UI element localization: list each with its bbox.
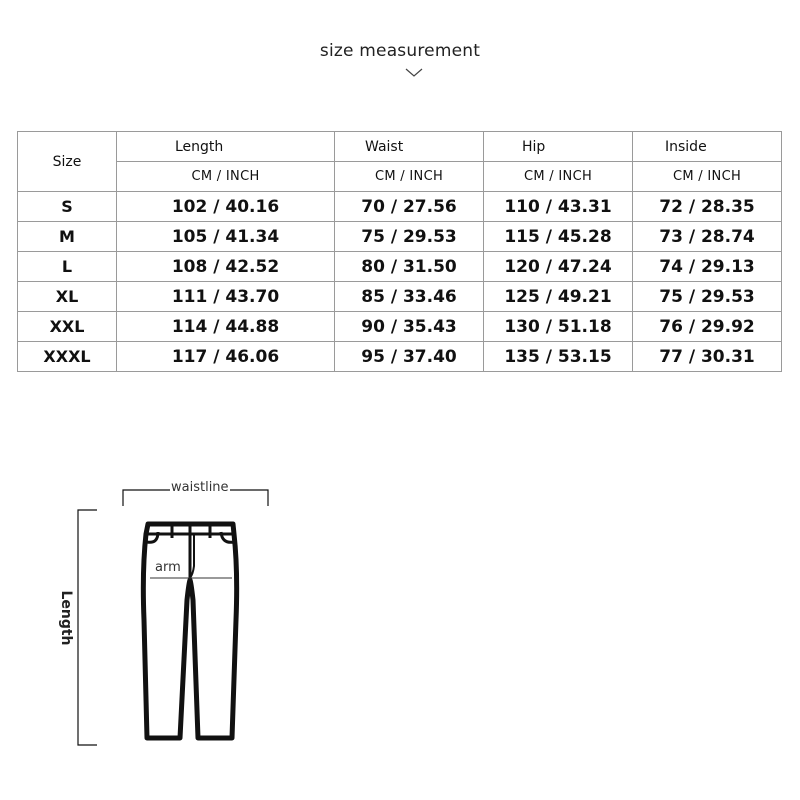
length-cell: 117 / 46.06 — [117, 342, 335, 372]
unit-label: CM / INCH — [633, 162, 782, 192]
size-cell: M — [18, 222, 117, 252]
inside-cell: 74 / 29.13 — [633, 252, 782, 282]
waist-cell: 90 / 35.43 — [335, 312, 484, 342]
table-row — [18, 282, 782, 312]
length-label: Length — [58, 590, 74, 646]
inside-cell: 77 / 30.31 — [633, 342, 782, 372]
hip-cell: 110 / 43.31 — [484, 192, 633, 222]
column-header-waist: Waist — [335, 132, 484, 162]
size-cell: XL — [18, 282, 117, 312]
size-header: Size — [18, 132, 117, 192]
size-table — [17, 131, 782, 372]
hip-cell: 130 / 51.18 — [484, 312, 633, 342]
table-row — [18, 312, 782, 342]
waistline-label: waistline — [171, 480, 229, 495]
table-row — [18, 252, 782, 282]
size-cell: XXL — [18, 312, 117, 342]
table-header-row — [18, 132, 782, 162]
inside-cell: 76 / 29.92 — [633, 312, 782, 342]
hip-cell: 135 / 53.15 — [484, 342, 633, 372]
size-cell: S — [18, 192, 117, 222]
length-cell: 111 / 43.70 — [117, 282, 335, 312]
unit-label: CM / INCH — [117, 162, 335, 192]
hip-cell: 125 / 49.21 — [484, 282, 633, 312]
waist-cell: 70 / 27.56 — [335, 192, 484, 222]
arm-label: arm — [155, 560, 181, 575]
table-row — [18, 222, 782, 252]
hip-cell: 115 / 45.28 — [484, 222, 633, 252]
column-header-inside: Inside — [633, 132, 782, 162]
inside-cell: 75 / 29.53 — [633, 282, 782, 312]
table-row — [18, 342, 782, 372]
hip-cell: 120 / 47.24 — [484, 252, 633, 282]
table-row — [18, 192, 782, 222]
column-header-hip: Hip — [484, 132, 633, 162]
pants-icon — [50, 470, 290, 760]
unit-label: CM / INCH — [335, 162, 484, 192]
chevron-down-icon — [405, 68, 423, 78]
length-cell: 114 / 44.88 — [117, 312, 335, 342]
column-header-length: Length — [117, 132, 335, 162]
inside-cell: 72 / 28.35 — [633, 192, 782, 222]
page-title: size measurement — [319, 41, 481, 61]
unit-label: CM / INCH — [484, 162, 633, 192]
length-cell: 102 / 40.16 — [117, 192, 335, 222]
inside-cell: 73 / 28.74 — [633, 222, 782, 252]
size-cell: XXXL — [18, 342, 117, 372]
length-cell: 108 / 42.52 — [117, 252, 335, 282]
size-cell: L — [18, 252, 117, 282]
waist-cell: 75 / 29.53 — [335, 222, 484, 252]
waist-cell: 80 / 31.50 — [335, 252, 484, 282]
waist-cell: 95 / 37.40 — [335, 342, 484, 372]
waist-cell: 85 / 33.46 — [335, 282, 484, 312]
unit-header-row — [18, 162, 782, 192]
length-cell: 105 / 41.34 — [117, 222, 335, 252]
